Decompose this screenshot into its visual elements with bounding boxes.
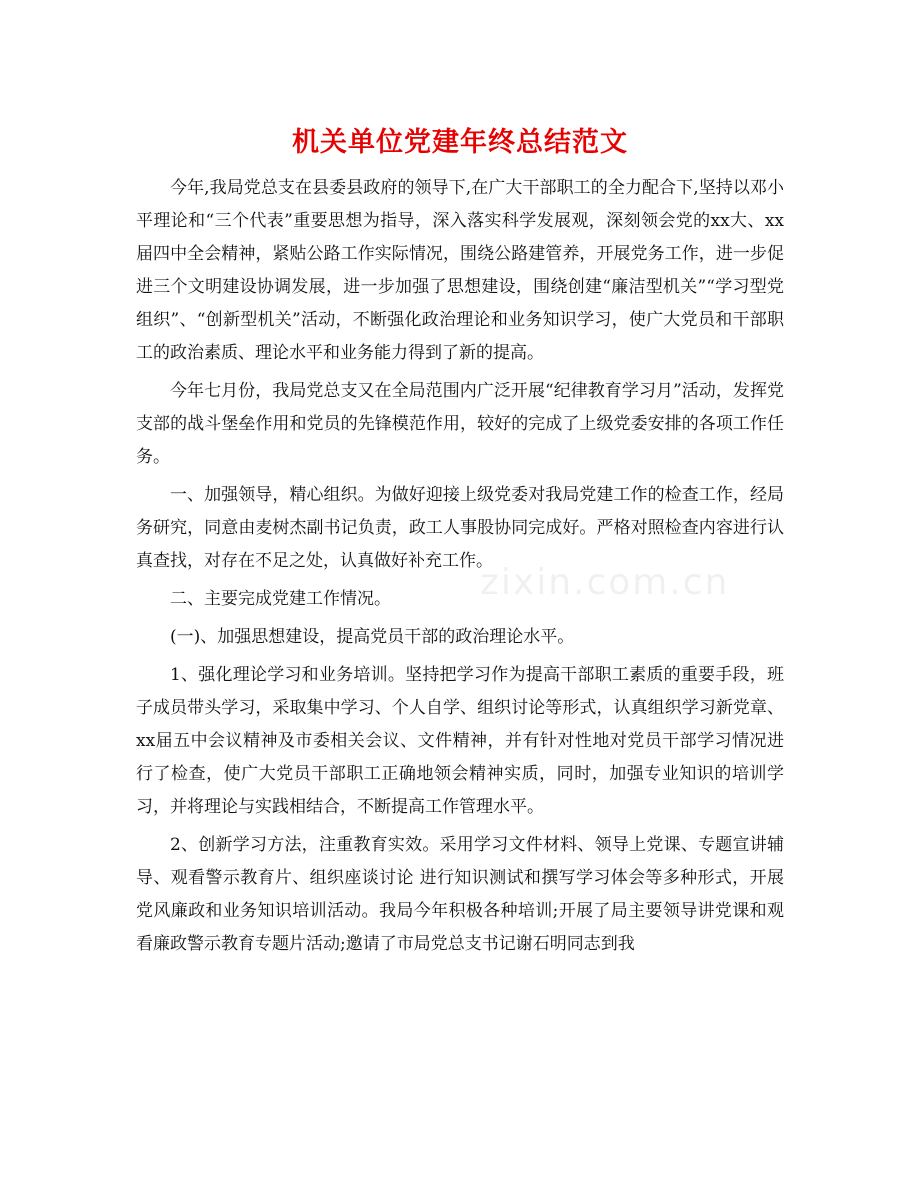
paragraph-section-1: 一、加强领导，精心组织。为做好迎接上级党委对我局党建工作的检查工作，经局务研究，同意由麦树杰副书记负责，政工人事股协同完成好。严格对照检查内容进行认真查找，对存在不足之处，认真做好补充工作。 xyxy=(136,485,784,571)
paragraph-july: 今年七月份，我局党总支又在全局范围内广泛开展“纪律教育学习月”活动，发挥党支部的战斗堡垒作用和党员的先锋模范作用，较好的完成了上级党委安排的各项工作任务。 xyxy=(136,381,784,467)
paragraph-item-2: 2、创新学习方法，注重教育实效。采用学习文件材料、领导上党课、专题宣讲辅导、观看警示教育片、组织座谈讨论 进行知识测试和撰写学习体会等多种形式，开展党风廉政和业务知识培训活动。我局今年积极各种培训;开展了局主要领导讲党课和观看廉政警示教育专题片活动;邀请了市局党总支书记谢石明同志到我 xyxy=(136,835,784,954)
paragraph-intro: 今年,我局党总支在县委县政府的领导下,在广大干部职工的全力配合下,坚持以邓小平理论和“三个代表”重要思想为指导，深入落实科学发展观，深刻领会党的xx大、xx届四中全会精神，紧贴公路工作实际情况，围绕公路建管养，开展党务工作，进一步促进三个文明建设协调发展，进一步加强了思想建设，围绕创建“廉洁型机关”“学习型党组织”、“创新型机关”活动，不断强化政治理论和业务知识学习，使广大党员和干部职工的政治素质、理论水平和业务能力得到了新的提高。 xyxy=(136,178,784,363)
watermark: zixin.com.cn xyxy=(480,562,730,603)
paragraph-subsection-1-heading: (一)、加强思想建设，提高党员干部的政治理论水平。 xyxy=(170,627,575,647)
paragraph-item-1: 1、强化理论学习和业务培训。坚持把学习作为提高干部职工素质的重要手段，班子成员带头学习，采取集中学习、个人自学、组织讨论等形式，认真组织学习新党章、xx届五中会议精神及市委相关会议、文件精神，并有针对性地对党员干部学习情况进行了检查，使广大党员干部职工正确地领会精神实质，同时，加强专业知识的培训学习，并将理论与实践相结合，不断提高工作管理水平。 xyxy=(136,665,784,817)
document-title: 机关单位党建年终总结范文 xyxy=(292,127,628,158)
paragraph-section-2-heading: 二、主要完成党建工作情况。 xyxy=(170,589,391,609)
document-body xyxy=(136,172,784,966)
